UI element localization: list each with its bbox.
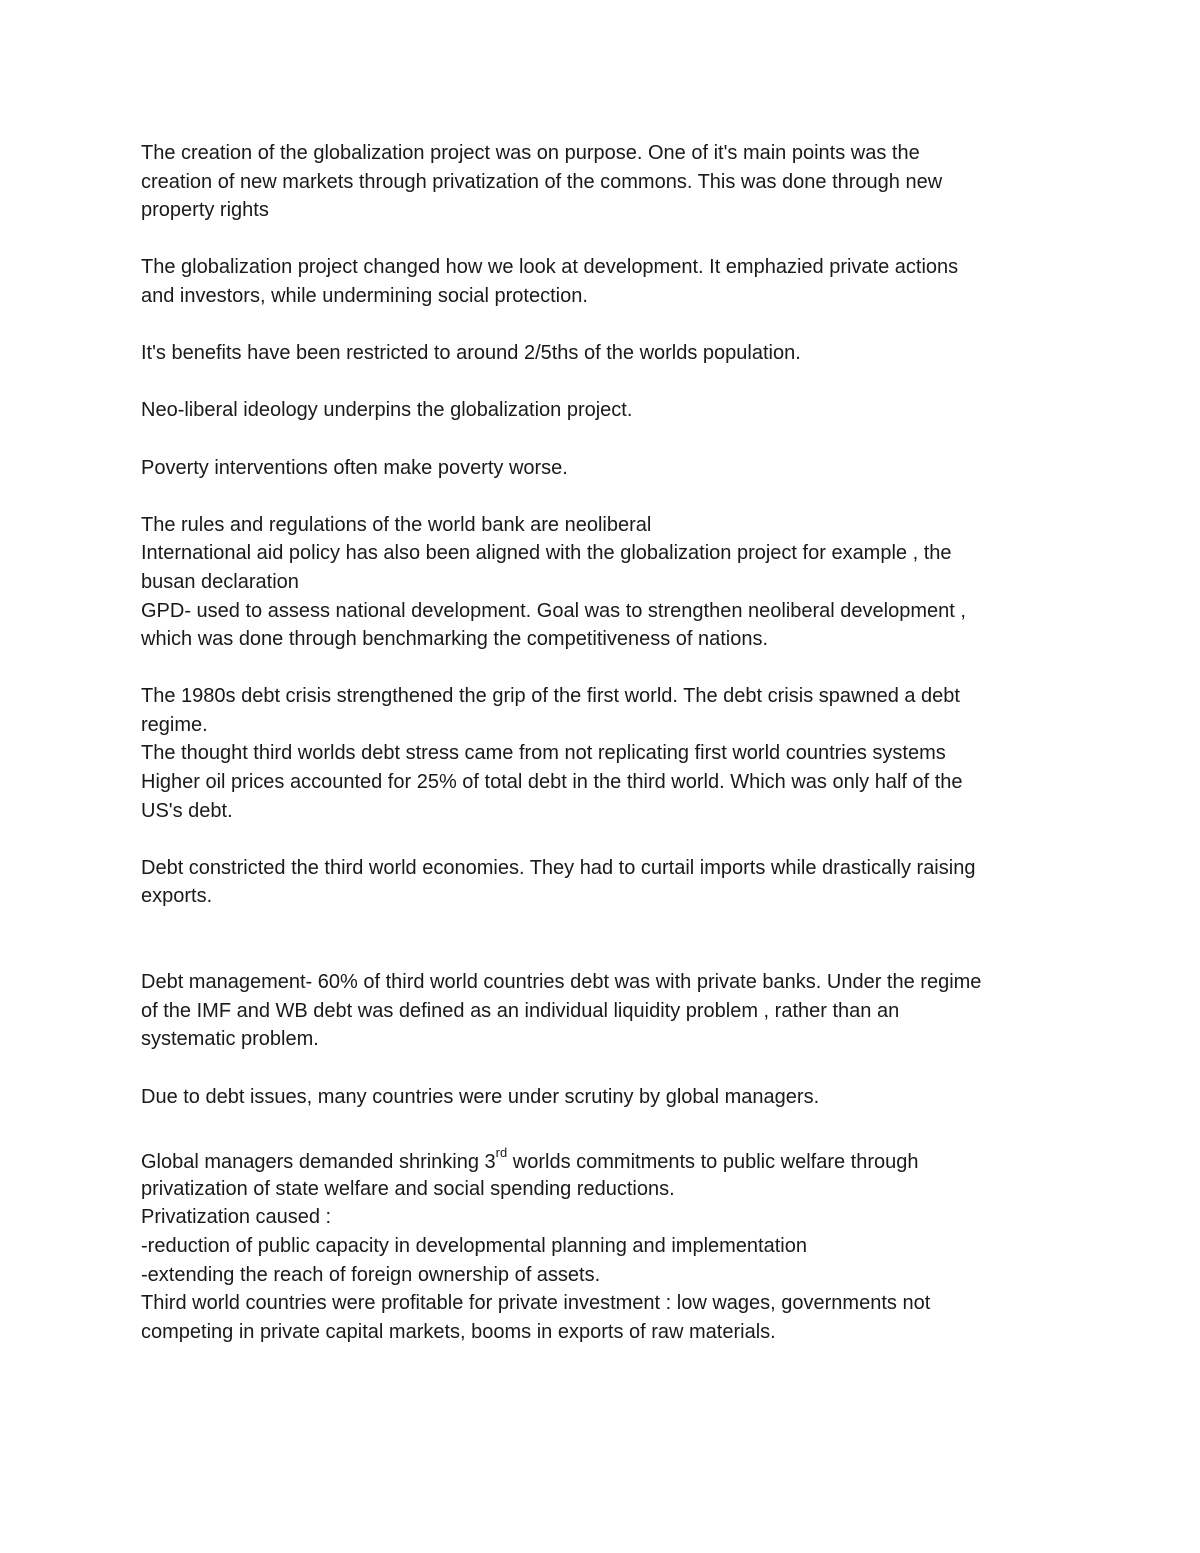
text-line: property rights <box>141 199 269 222</box>
paragraph-gap <box>141 825 1061 854</box>
paragraph-gap <box>141 482 1061 511</box>
text-line: Third world countries were profitable for private investment : low wages, governments not <box>141 1292 931 1315</box>
text-line: GPD- used to assess national development. Goal was to strengthen neoliberal development , <box>141 599 966 622</box>
paragraph-poverty <box>141 454 1061 483</box>
paragraph-global-managers <box>141 1140 1061 1347</box>
paragraph-gap <box>141 225 1061 254</box>
text-line: -extending the reach of foreign ownership of assets. <box>141 1263 601 1286</box>
paragraph-benefits <box>141 339 1061 368</box>
paragraph-globalization-creation <box>141 139 1061 225</box>
text-segment: worlds commitments to public welfare through <box>507 1150 919 1173</box>
paragraph-gap <box>141 1111 1061 1140</box>
text-line: The rules and regulations of the world bank are neoliberal <box>141 513 652 536</box>
paragraph-debt-management <box>141 968 1061 1054</box>
text-line: Higher oil prices accounted for 25% of total debt in the third world. Which was only half of the <box>141 771 963 794</box>
text-line: creation of new markets through privatization of the commons. This was done through new <box>141 170 943 193</box>
text-line: exports. <box>141 885 213 908</box>
paragraph-debt-constricted <box>141 854 1061 911</box>
text-line: and investors, while undermining social protection. <box>141 284 588 307</box>
text-line-with-superscript <box>141 1140 1061 1175</box>
paragraph-gap <box>141 311 1061 340</box>
text-line: Debt management- 60% of third world countries debt was with private banks. Under the regime <box>141 971 982 994</box>
paragraph-debt-crisis <box>141 682 1061 825</box>
text-line: The globalization project changed how we look at development. It emphazied private actions <box>141 256 959 279</box>
paragraph-gap <box>141 911 1061 968</box>
text-line: Debt constricted the third world economies. They had to curtail imports while drastically raising <box>141 856 976 879</box>
paragraph-scrutiny <box>141 1083 1061 1112</box>
paragraph-gap <box>141 654 1061 683</box>
text-line: The thought third worlds debt stress came from not replicating first world countries systems <box>141 742 946 765</box>
text-line: It's benefits have been restricted to around 2/5ths of the worlds population. <box>141 342 801 365</box>
text-line: International aid policy has also been aligned with the globalization project for example , the <box>141 542 952 565</box>
paragraph-gap <box>141 368 1061 397</box>
paragraph-gap <box>141 425 1061 454</box>
text-line: regime. <box>141 713 208 736</box>
paragraph-gap <box>141 1054 1061 1083</box>
document-body <box>141 139 1061 1346</box>
text-line: of the IMF and WB debt was defined as an individual liquidity problem , rather than an <box>141 999 900 1022</box>
text-line: The 1980s debt crisis strengthened the grip of the first world. The debt crisis spawned a debt <box>141 685 960 708</box>
text-line: Due to debt issues, many countries were under scrutiny by global managers. <box>141 1085 820 1108</box>
text-line: -reduction of public capacity in developmental planning and implementation <box>141 1234 807 1257</box>
text-line: Poverty interventions often make poverty worse. <box>141 456 568 479</box>
text-line: busan declaration <box>141 570 299 593</box>
text-line: Neo-liberal ideology underpins the globalization project. <box>141 399 633 422</box>
text-line: Privatization caused : <box>141 1206 332 1229</box>
text-line: The creation of the globalization project was on purpose. One of it's main points was the <box>141 142 920 164</box>
paragraph-neoliberal <box>141 396 1061 425</box>
paragraph-development-change <box>141 253 1061 310</box>
text-line: privatization of state welfare and social spending reductions. <box>141 1177 675 1200</box>
text-line: US's debt. <box>141 799 233 822</box>
text-segment: Global managers demanded shrinking 3 <box>141 1150 496 1173</box>
text-line: competing in private capital markets, booms in exports of raw materials. <box>141 1320 776 1343</box>
text-line: which was done through benchmarking the competitiveness of nations. <box>141 628 769 651</box>
superscript-ordinal: rd <box>495 1145 508 1161</box>
paragraph-world-bank <box>141 511 1061 654</box>
text-line: systematic problem. <box>141 1028 319 1051</box>
